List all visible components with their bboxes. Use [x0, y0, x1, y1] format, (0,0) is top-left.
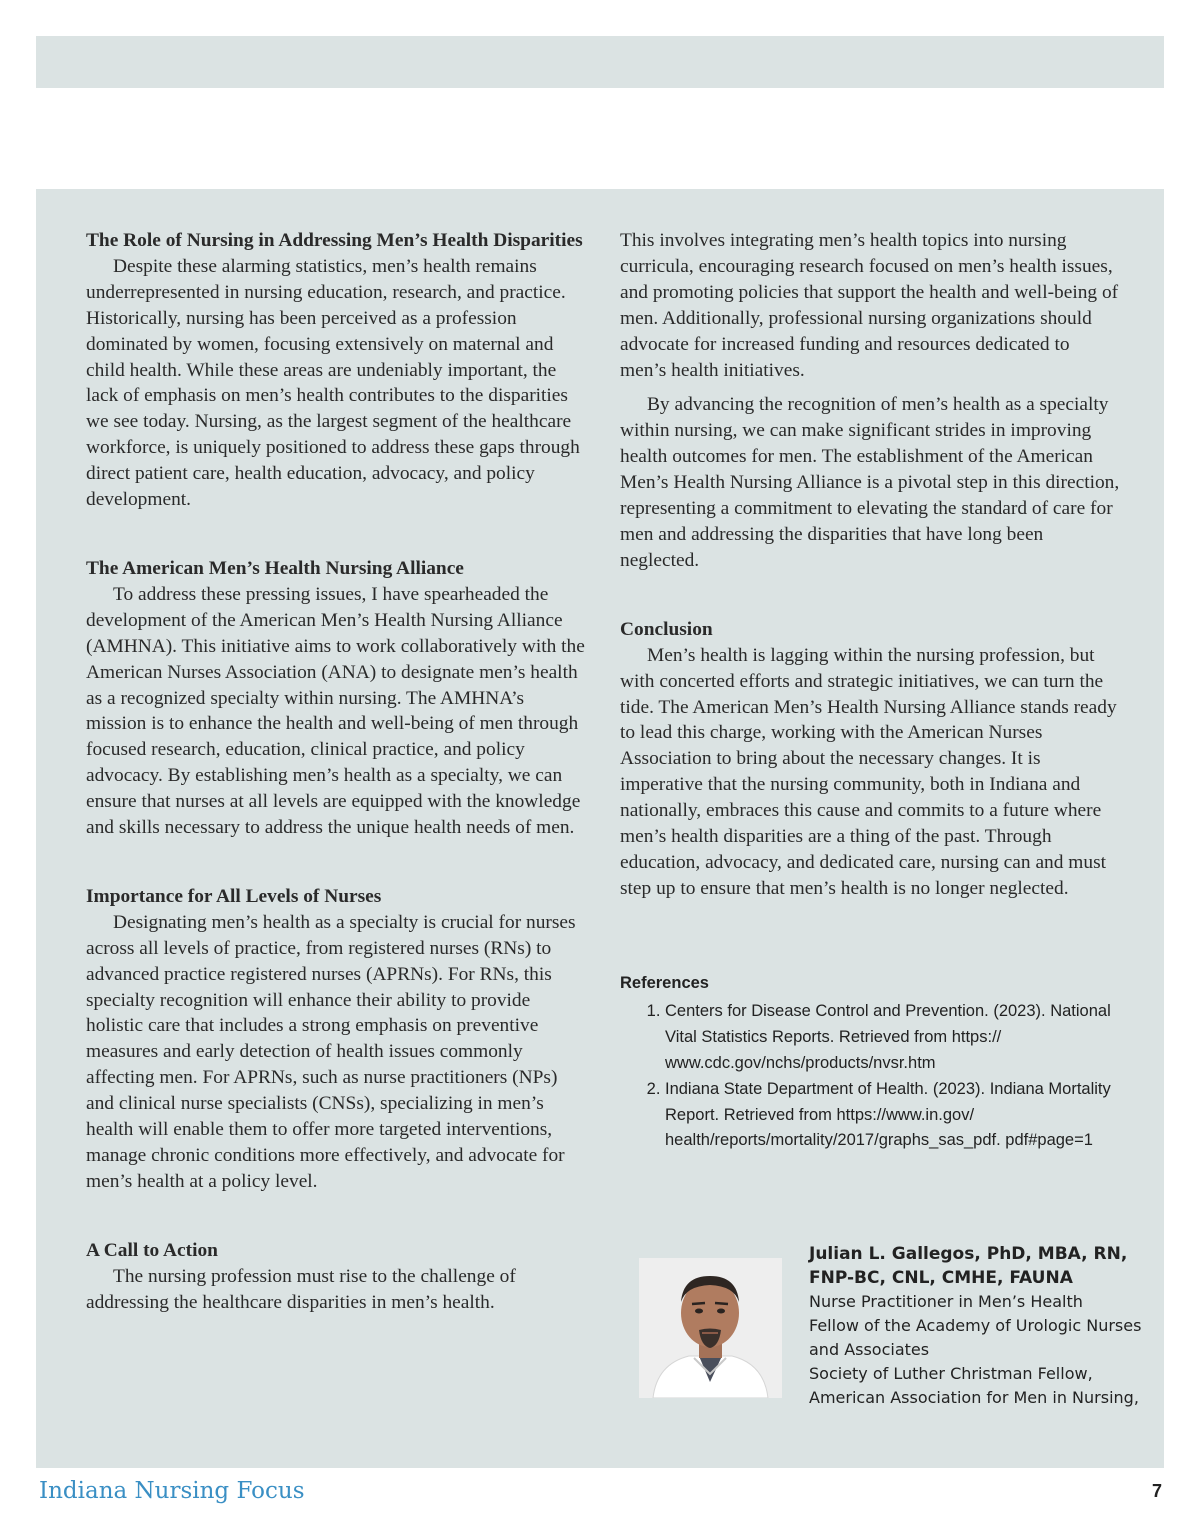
section-conclusion	[620, 617, 1120, 902]
section-heading: The Role of Nursing in Addressing Men’s Health Disparities	[86, 230, 583, 251]
publication-title: Indiana Nursing Focus	[39, 1478, 305, 1504]
section-body: To address these pressing issues, I have spearheaded the development of the American Men’s Health Nursing Alliance (AMHNA). This initiative aims to work collaboratively with the American Nurses Association (ANA) to designate men’s health as a recognized specialty within nursing. The AMHNA’s mission is to enhance the health and well-being of men through focused research, education, clinical practice, and policy advocacy. By establishing men’s health as a specialty, we can ensure that nurses at all levels are equipped with the knowledge and skills necessary to address the unique health needs of men.	[86, 583, 585, 839]
page-number: 7	[1152, 1481, 1163, 1501]
reference-item: 1. Centers for Disease Control and Prevention. (2023). National Vital Statistics Reports. Retrieved from https:// www.cdc.gov/nchs/products/nvsr.htm	[665, 999, 1120, 1077]
section-body: Designating men’s health as a specialty is crucial for nurses across all levels of practice, from registered nurses (RNs) to advanced practice registered nurses (APRNs). For RNs, this specialty recognition will enhance their ability to provide holistic care that includes a strong emphasis on preventive measures and early detection of health issues commonly affecting men. For APRNs, such as nurse practitioners (NPs) and clinical nurse specialists (CNSs), specializing in men’s health will enable them to offer more targeted interventions, manage chronic conditions more effectively, and advocate for men’s health at a policy level.	[86, 911, 576, 1192]
section-heading: The American Men’s Health Nursing Alliance	[86, 557, 464, 579]
references	[620, 971, 1120, 1154]
author-name: Julian L. Gallegos, PhD, MBA, RN, FNP-BC, CNL, CMHE, FAUNA	[809, 1244, 1128, 1288]
section-body: Men’s health is lagging within the nursing profession, but with concerted efforts and strategic initiatives, we can turn the tide. The American Men’s Health Nursing Alliance stands ready to lead this charge, working with the American Nurses Association to bring about the necessary changes. It is imperative that the nursing community, both in Indiana and nationally, embraces this cause and commits to a future where men’s health disparities are a thing of the past. Through education, advocacy, and dedicated care, nursing can and must step up to ensure that men’s health is no longer neglected.	[620, 644, 1117, 899]
section-body: Despite these alarming statistics, men’s health remains underrepresented in nursing education, research, and practice. Historically, nursing has been perceived as a profession dominated by women, focusing extensively on maternal and child health. While these areas are undeniably important, the lack of emphasis on men’s health contributes to the disparities we see today. Nursing, as the largest segment of the healthcare workforce, is uniquely positioned to address these gaps through direct patient care, health education, advocacy, and policy development.	[86, 255, 580, 511]
references-heading: References	[620, 974, 709, 992]
references-list	[620, 999, 1120, 1154]
reference-item: 2. Indiana State Department of Health. (2023). Indiana Mortality Report. Retrieved from https://www.in.gov/ health/reports/mortality/2017/graphs_sas_pdf. pdf#page=1	[665, 1077, 1120, 1155]
author-portrait-image	[639, 1258, 782, 1398]
section-all-levels	[86, 884, 586, 1195]
section-amhna	[86, 556, 586, 841]
section-body: The nursing profession must rise to the challenge of addressing the healthcare disparities in men’s health.	[86, 1265, 516, 1313]
section-call-to-action	[86, 1238, 586, 1316]
section-heading: Importance for All Levels of Nurses	[86, 885, 382, 907]
section-role-of-nursing	[86, 228, 586, 513]
right-column	[620, 228, 1120, 902]
section-heading: A Call to Action	[86, 1239, 218, 1261]
continuation-paragraph: This involves integrating men’s health topics into nursing curricula, encouraging research focused on men’s health issues, and promoting policies that support the health and well-being of men. Additionally, professional nursing organizations should advocate for increased funding and resources dedicated to men’s health initiatives.	[620, 230, 1119, 381]
author-photo	[639, 1258, 782, 1398]
author-title-line: Society of Luther Christman Fellow, American Association for Men in Nursing,	[809, 1364, 1139, 1407]
author-bio	[809, 1242, 1149, 1410]
left-column	[86, 228, 586, 1316]
section-heading: Conclusion	[620, 618, 713, 640]
author-title-line: Fellow of the Academy of Urologic Nurses and Associates	[809, 1316, 1142, 1359]
author-title-line: Nurse Practitioner in Men’s Health	[809, 1292, 1083, 1311]
advancing-paragraph: By advancing the recognition of men’s health as a specialty within nursing, we can make significant strides in improving health outcomes for men. The establishment of the American Men’s Health Nursing Alliance is a pivotal step in this direction, representing a commitment to elevating the standard of care for men and addressing the disparities that have long been neglected.	[620, 394, 1120, 571]
header-band	[36, 36, 1164, 88]
